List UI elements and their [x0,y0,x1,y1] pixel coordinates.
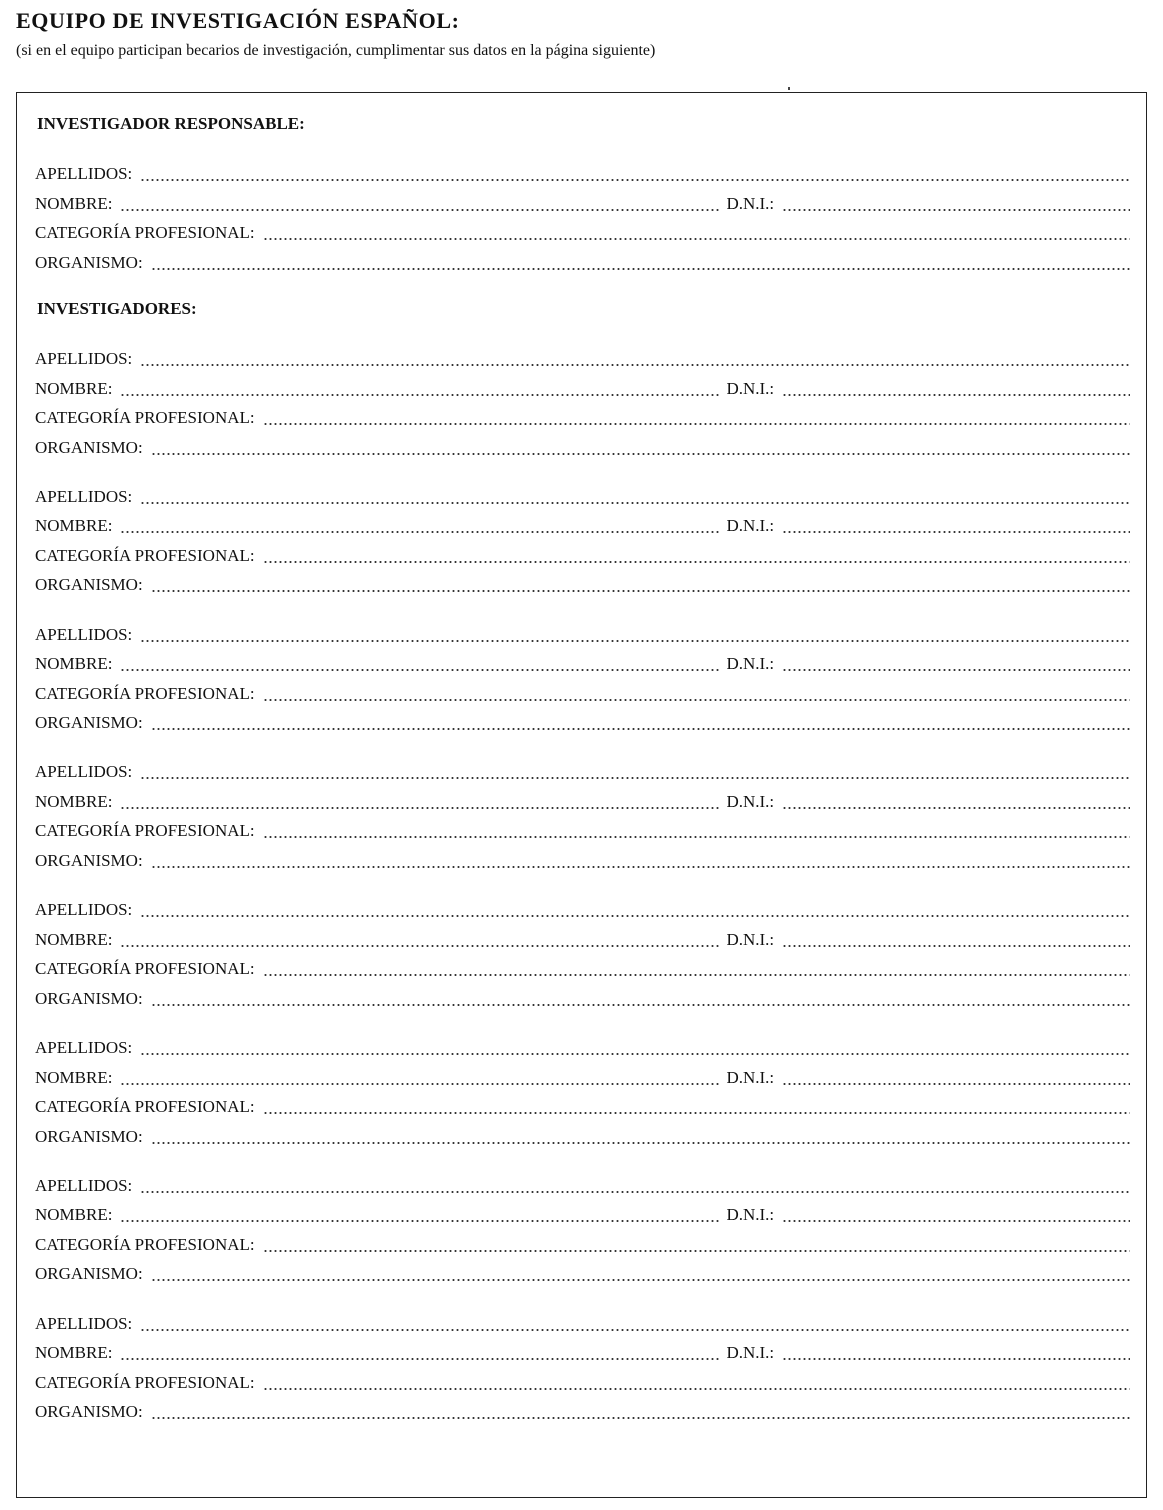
dotted-fill-line[interactable] [263,403,1130,433]
investigador-6-apellidos-row [35,1033,1132,1063]
investigador-8-categoria-row [35,1368,1132,1398]
organismo-label: ORGANISMO: [35,252,143,272]
dni-label: D.N.I.: [726,193,775,213]
dotted-fill-line[interactable] [263,218,1130,248]
dotted-fill-line[interactable] [782,1200,1130,1230]
categoria-label: CATEGORÍA PROFESIONAL: [35,223,255,242]
dotted-fill-line[interactable] [120,787,720,817]
categoria-label: CATEGORÍA PROFESIONAL: [35,1234,255,1254]
investigadores-heading: INVESTIGADORES: [37,299,197,318]
dni-label: D.N.I.: [726,378,775,398]
investigador-3-categoria-row [35,679,1132,709]
investigador-1-apellidos-row [35,344,1132,374]
dotted-fill-line[interactable] [140,159,1130,189]
dotted-fill-line[interactable] [782,787,1130,817]
investigador-fields [35,1033,1132,1151]
dotted-fill-line[interactable] [151,984,1130,1014]
dotted-fill-line[interactable] [140,344,1130,374]
dotted-fill-line[interactable] [782,649,1130,679]
dotted-fill-line[interactable] [120,1200,720,1230]
dotted-fill-line[interactable] [782,511,1130,541]
dotted-fill-line[interactable] [151,1122,1130,1152]
dotted-fill-line[interactable] [120,649,720,679]
investigador-fields [35,482,1132,600]
apellidos-label: APELLIDOS: [35,762,133,782]
organismo-label: ORGANISMO: [35,988,143,1008]
responsable-fields [35,159,1132,277]
nombre-label: NOMBRE: [35,1067,113,1087]
categoria-label: CATEGORÍA PROFESIONAL: [35,545,255,565]
dotted-fill-line[interactable] [263,816,1130,846]
dotted-fill-line[interactable] [140,482,1130,512]
dotted-fill-line[interactable] [151,708,1130,738]
investigador-3-apellidos-row [35,620,1132,650]
apellidos-label: APELLIDOS: [35,1038,133,1057]
organismo-label: ORGANISMO: [35,575,143,595]
dotted-fill-line[interactable] [151,1259,1130,1289]
investigador-8-nombre-row [35,1338,1132,1368]
dotted-fill-line[interactable] [263,541,1130,571]
dotted-fill-line[interactable] [263,679,1130,709]
dotted-fill-line[interactable] [140,1309,1130,1339]
nombre-label: NOMBRE: [35,1343,113,1363]
investigador-fields [35,620,1132,738]
investigador-2-nombre-row [35,511,1132,541]
dotted-fill-line[interactable] [140,1171,1130,1201]
dotted-fill-line[interactable] [151,570,1130,600]
dotted-fill-line[interactable] [140,1033,1130,1063]
nombre-label: NOMBRE: [35,193,113,213]
investigador-3-organismo-row [35,708,1132,738]
dotted-fill-line[interactable] [263,1368,1130,1398]
nombre-label: NOMBRE: [35,929,113,949]
dotted-fill-line[interactable] [263,954,1130,984]
categoria-label: CATEGORÍA PROFESIONAL: [35,408,255,427]
dotted-fill-line[interactable] [782,1338,1130,1368]
scan-speck [788,87,790,90]
dotted-fill-line[interactable] [263,1092,1130,1122]
nombre-label: NOMBRE: [35,654,113,674]
dni-label: D.N.I.: [726,516,775,536]
organismo-label: ORGANISMO: [35,713,143,733]
dni-label: D.N.I.: [726,929,775,949]
apellidos-label: APELLIDOS: [35,486,133,506]
dotted-fill-line[interactable] [151,846,1130,876]
investigador-6-categoria-row [35,1092,1132,1122]
dotted-fill-line[interactable] [151,433,1130,463]
responsable-nombre-row [35,189,1132,219]
categoria-label: CATEGORÍA PROFESIONAL: [35,959,255,979]
dotted-fill-line[interactable] [151,248,1130,278]
investigador-4-nombre-row [35,787,1132,817]
investigador-fields [35,1309,1132,1427]
responsable-organismo-row [35,248,1132,278]
dotted-fill-line[interactable] [140,895,1130,925]
organismo-label: ORGANISMO: [35,437,143,457]
dotted-fill-line[interactable] [782,1063,1130,1093]
dotted-fill-line[interactable] [120,189,720,219]
investigador-5-organismo-row [35,984,1132,1014]
investigador-2-categoria-row [35,541,1132,571]
investigador-5-nombre-row [35,925,1132,955]
organismo-label: ORGANISMO: [35,1126,143,1146]
investigador-7-categoria-row [35,1230,1132,1260]
organismo-label: ORGANISMO: [35,1402,143,1422]
dni-label: D.N.I.: [726,1067,775,1087]
investigador-5-categoria-row [35,954,1132,984]
investigador-fields [35,757,1132,875]
apellidos-label: APELLIDOS: [35,900,133,920]
investigador-3-nombre-row [35,649,1132,679]
nombre-label: NOMBRE: [35,791,113,811]
dotted-fill-line[interactable] [263,1230,1130,1260]
nombre-label: NOMBRE: [35,378,113,398]
categoria-label: CATEGORÍA PROFESIONAL: [35,821,255,841]
dotted-fill-line[interactable] [120,1063,720,1093]
apellidos-label: APELLIDOS: [35,624,133,644]
investigador-7-organismo-row [35,1259,1132,1289]
investigador-1-nombre-row [35,374,1132,404]
categoria-label: CATEGORÍA PROFESIONAL: [35,1097,255,1116]
nombre-label: NOMBRE: [35,1205,113,1225]
investigador-5-apellidos-row [35,895,1132,925]
apellidos-label: APELLIDOS: [35,1175,133,1195]
investigador-6-nombre-row [35,1063,1132,1093]
investigador-6-organismo-row [35,1122,1132,1152]
investigador-fields [35,344,1132,462]
investigador-2-organismo-row [35,570,1132,600]
page-subtitle: (si en el equipo participan becarios de investigación, cumplimentar sus datos en la página siguiente) [16,42,656,59]
investigador-fields [35,895,1132,1013]
apellidos-label: APELLIDOS: [35,164,133,183]
investigador-4-categoria-row [35,816,1132,846]
investigador-7-nombre-row [35,1200,1132,1230]
investigador-1-organismo-row [35,433,1132,463]
dotted-fill-line[interactable] [151,1397,1130,1427]
dotted-fill-line[interactable] [120,511,720,541]
form-frame [16,92,1147,1498]
page-title: EQUIPO DE INVESTIGACIÓN ESPAÑOL: [16,8,460,33]
dni-label: D.N.I.: [726,654,775,674]
investigador-8-apellidos-row [35,1309,1132,1339]
dni-label: D.N.I.: [726,791,775,811]
investigador-1-categoria-row [35,403,1132,433]
categoria-label: CATEGORÍA PROFESIONAL: [35,1372,255,1392]
investigador-8-organismo-row [35,1397,1132,1427]
categoria-label: CATEGORÍA PROFESIONAL: [35,683,255,703]
dotted-fill-line[interactable] [782,374,1130,404]
investigador-7-apellidos-row [35,1171,1132,1201]
dotted-fill-line[interactable] [120,925,720,955]
responsable-apellidos-row [35,159,1132,189]
organismo-label: ORGANISMO: [35,850,143,870]
dotted-fill-line[interactable] [140,620,1130,650]
responsable-heading: INVESTIGADOR RESPONSABLE: [37,114,305,133]
organismo-label: ORGANISMO: [35,1264,143,1284]
apellidos-label: APELLIDOS: [35,1313,133,1333]
responsable-categoria-row [35,218,1132,248]
nombre-label: NOMBRE: [35,516,113,536]
dotted-fill-line[interactable] [120,1338,720,1368]
dni-label: D.N.I.: [726,1205,775,1225]
investigador-fields [35,1171,1132,1289]
investigador-4-organismo-row [35,846,1132,876]
dotted-fill-line[interactable] [140,757,1130,787]
investigador-4-apellidos-row [35,757,1132,787]
dotted-fill-line[interactable] [120,374,720,404]
apellidos-label: APELLIDOS: [35,349,133,368]
dotted-fill-line[interactable] [782,925,1130,955]
dni-label: D.N.I.: [726,1343,775,1363]
dotted-fill-line[interactable] [782,189,1130,219]
investigador-2-apellidos-row [35,482,1132,512]
